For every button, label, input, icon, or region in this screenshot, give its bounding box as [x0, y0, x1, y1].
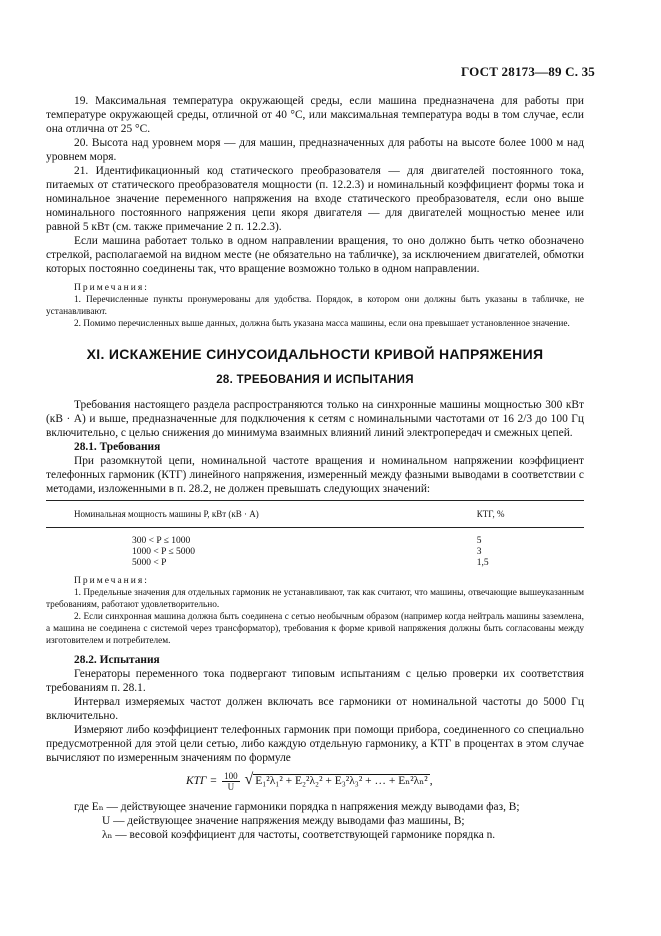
page-header: ГОСТ 28173—89 С. 35: [461, 64, 595, 79]
table-row: [46, 528, 584, 548]
table-row: [46, 558, 584, 569]
notes2-heading: Примечания:: [74, 576, 149, 586]
subsection-28-1-heading: 28.1. Требования: [74, 441, 161, 453]
formula-tail: ,: [429, 775, 433, 788]
notes-heading: Примечания:: [74, 283, 149, 293]
formula-numerator: 100: [224, 771, 238, 781]
subsection-28-2-p2: Интервал измеряемых частот должен включать все гармоники от номинальной частоты до 5000 Гц включительно.: [46, 696, 584, 722]
definition-lambda: λₙ — весовой коэффициент для частоты, соответствующей гармонике порядка n.: [102, 829, 496, 841]
table-cell-power: 1000 < P ≤ 5000: [132, 547, 196, 557]
formula-definitions: [46, 800, 584, 842]
paragraph-21: 21. Идентификационный код статического преобразователя — для двигателей постоянного тока, питаемых от статического преобразователя мощности (п. 12.2.3) и номинальный коэффициент формы тока и номинальное значение переменного напряжения на входе статического преобразователя, если оно выше номинального постоянного напряжения цепи якоря двигателя — для двигателей мощностью менее или равной 5 кВт (см. также примечание 2 п. 12.2.3).: [46, 165, 584, 233]
table-cell-ktg: 1,5: [476, 558, 489, 568]
table-cell-power: 300 < P ≤ 1000: [132, 536, 191, 546]
sqrt-icon: √: [244, 771, 254, 789]
section-intro: Требования настоящего раздела распространяются только на синхронные машины мощностью 300 кВт (кВ · А) и выше, предназначенные для подключения к сетям с номинальными частотами от 16 2/3 до 100 Гц включительно, с целью снижения до минимума взаимных влияний линий электропередач и смежных цепей.: [46, 399, 584, 439]
formula-lhs: КТГ =: [186, 775, 218, 788]
table-cell-ktg: 5: [476, 536, 482, 546]
definition-u: U — действующее значение напряжения между выводами фаз машины, В;: [102, 815, 465, 827]
table-header-power: Номинальная мощность машины Р, кВт (кВ · А): [46, 501, 369, 528]
paragraph-20: 20. Высота над уровнем моря — для машин, предназначенных для работы на высоте более 1000 м над уровнем моря.: [46, 137, 584, 163]
subsection-28-2-p3: Измеряют либо коэффициент телефонных гармоник при помощи прибора, соединенного со специально предусмотренной для этой цели сетью, либо каждую отдельную гармонику, а КТГ в процентах в этом случае вычисляют по измеренным значениям по формуле: [46, 724, 584, 764]
subsection-28-2-p1: Генераторы переменного тока подвергают типовым испытаниям с целью проверки их соответствия требованиям п. 28.1.: [46, 668, 584, 694]
section-subtitle: 28. ТРЕБОВАНИЯ И ИСПЫТАНИЯ: [216, 374, 414, 386]
table-cell-power: 5000 < P: [132, 558, 167, 568]
page-content: [46, 94, 584, 842]
notes2-2: 2. Если синхронная машина должна быть соединена с сетью необычным образом (например когда нейтраль машины заземлена, а машина не соединена с системой через трансформатор), требования к форме кривой напряжения должны быть согласованы между изготовителем и потребителем.: [46, 612, 584, 646]
section-title: XI. ИСКАЖЕНИЕ СИНУСОИДАЛЬНОСТИ КРИВОЙ НАПРЯЖЕНИЯ: [86, 346, 544, 362]
paragraph-19: 19. Максимальная температура окружающей среды, если машина предназначена для работы при температуре окружающей среды, отличной от 40 °С, или максимальная температура воды в том случае, если она отлична от 25 °С.: [46, 95, 584, 135]
ktg-formula: [186, 771, 584, 792]
paragraph-rotation: Если машина работает только в одном направлении вращения, то оно должно быть четко обозначено стрелкой, располагаемой на видном месте (не обязательно на табличке), за исключением двигателей, обмотки которых постоянно соединены так, что вращение возможно только в одном направлении.: [46, 235, 584, 275]
subsection-28-1-text: При разомкнутой цепи, номинальной частоте вращения и номинальном напряжении коэффициент телефонных гармоник (КТГ) линейного напряжения, измеренный между фазными выводами в соответствии с методами, изложенными в п. 28.2, не должен превышать следующих значений:: [46, 455, 584, 495]
formula-denominator: U: [227, 782, 235, 792]
table-row: [46, 547, 584, 558]
definition-en: где Eₙ — действующее значение гармоники порядка n напряжения между выводами фаз, В;: [74, 801, 520, 813]
subsection-28-2-heading: 28.2. Испытания: [74, 654, 160, 666]
ktg-table: [46, 500, 584, 569]
note-1: 1. Перечисленные пункты пронумерованы для удобства. Порядок, в котором они должны быть указаны в табличке, не устанавливают.: [46, 295, 584, 317]
formula-radicand: E₁²λ₁² + E₂²λ₂² + E₃²λ₃² + … + Eₙ²λₙ²: [255, 775, 428, 788]
notes2-1: 1. Предельные значения для отдельных гармоник не устанавливают, так как считают, что машины, отвечающие вышеуказанным требованиям, работают удовлетворительно.: [46, 588, 584, 610]
table-header-row: [46, 501, 584, 528]
note-2: 2. Помимо перечисленных выше данных, должна быть указана масса машины, если она превышает установленное значение.: [74, 319, 570, 329]
formula-fraction: [222, 771, 240, 792]
table-cell-ktg: 3: [476, 547, 482, 557]
table-header-ktg: КТГ, %: [369, 501, 584, 528]
